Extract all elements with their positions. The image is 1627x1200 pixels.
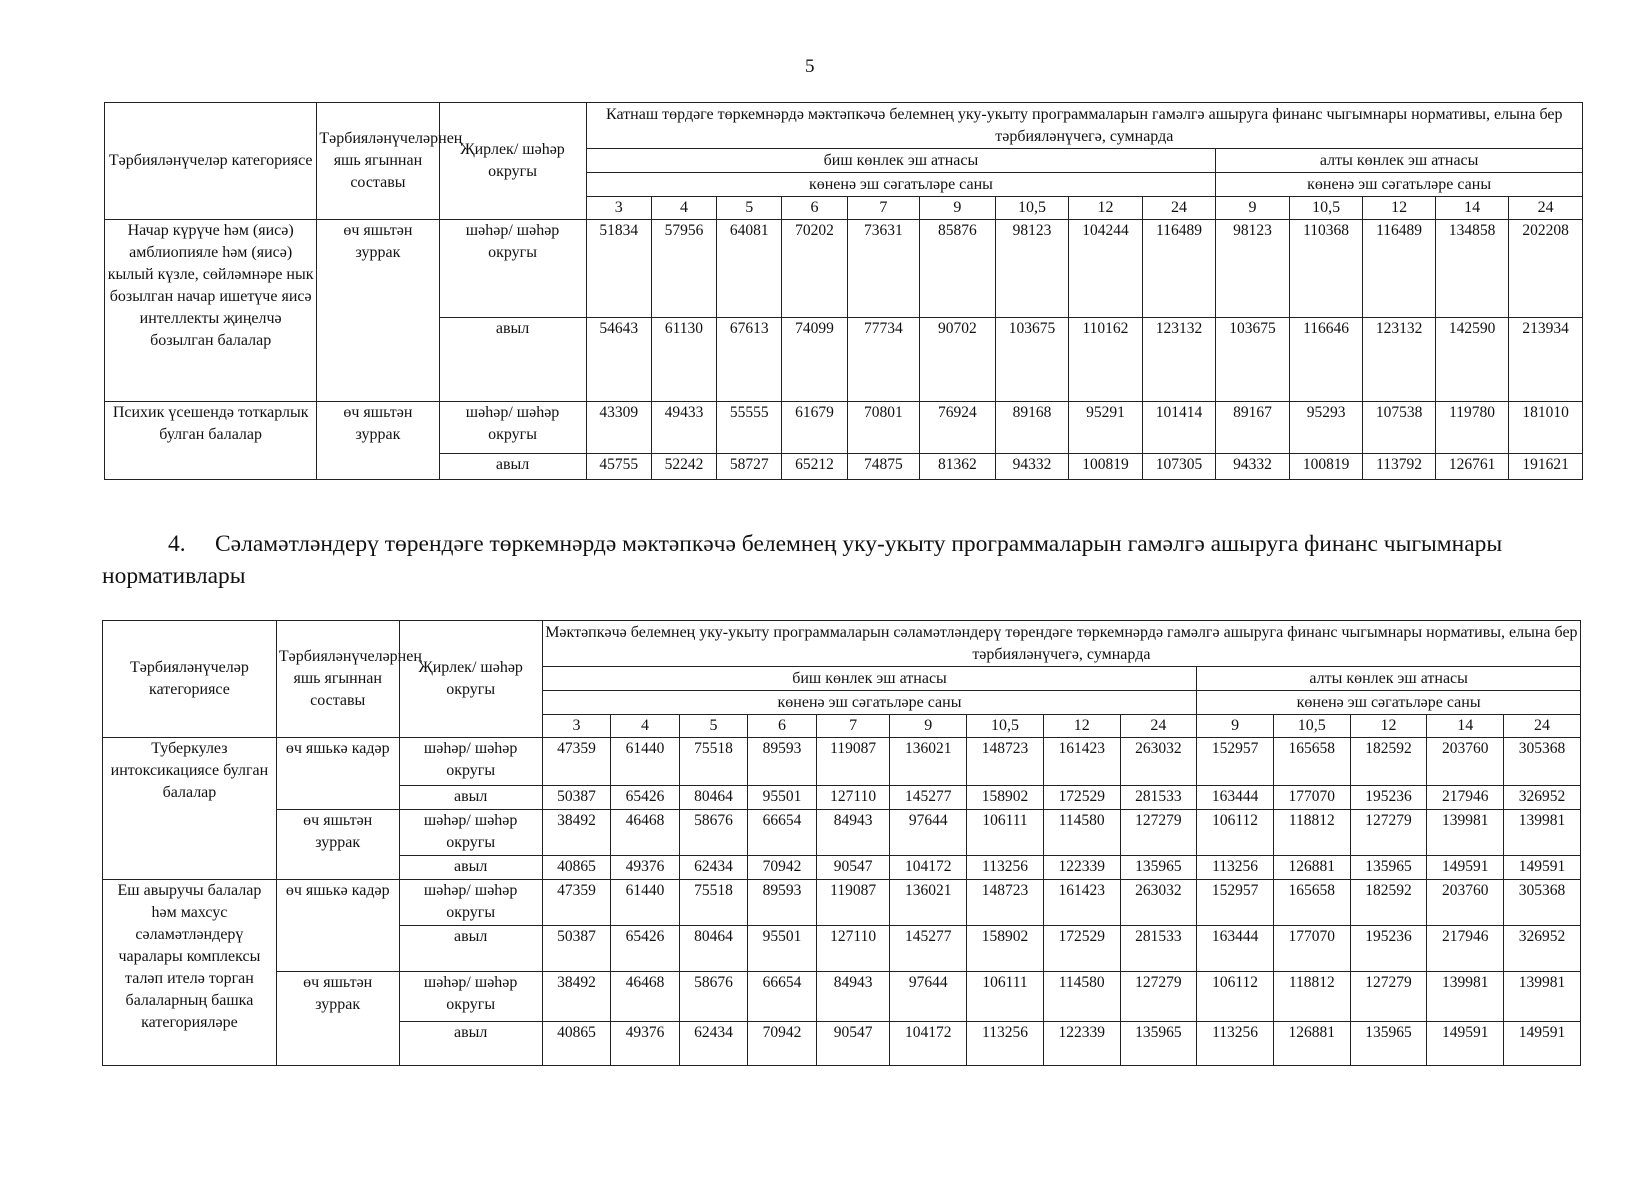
value-cell: 46468 [611,972,680,1022]
value-cell: 64081 [717,220,782,318]
settlement-cell: авыл [399,856,542,880]
value-cell: 89593 [748,738,817,786]
header-hours-six: көненә эш сәгатьләре саны [1216,173,1583,197]
value-cell: 145277 [890,926,967,972]
value-cell: 122339 [1043,1022,1120,1066]
value-cell: 81362 [920,454,996,480]
hour-cell: 9 [1216,197,1290,220]
hour-cell: 4 [651,197,716,220]
norms-table-mixed-groups [104,102,1583,480]
age-cell: өч яшьтән зуррак [317,402,439,480]
value-cell: 263032 [1120,738,1197,786]
value-cell: 75518 [679,880,748,926]
value-cell: 326952 [1504,786,1581,810]
category-cell: Психик үсешендә тоткарлык булган балалар [105,402,317,480]
value-cell: 106111 [967,972,1044,1022]
value-cell: 50387 [542,786,611,810]
value-cell: 50387 [542,926,611,972]
value-cell: 89593 [748,880,817,926]
value-cell: 149591 [1427,1022,1504,1066]
value-cell: 58727 [717,454,782,480]
value-cell: 65426 [611,786,680,810]
value-cell: 97644 [890,810,967,856]
header-age: Тәрбияләнүчеләрнең яшь ягыннан составы [276,621,399,738]
hour-cell: 7 [816,715,890,738]
value-cell: 61130 [651,318,716,402]
value-cell: 118812 [1273,972,1350,1022]
value-cell: 305368 [1504,738,1581,786]
value-cell: 98123 [1216,220,1290,318]
value-cell: 158902 [967,926,1044,972]
value-cell: 139981 [1427,810,1504,856]
hour-cell: 7 [847,197,920,220]
value-cell: 142590 [1435,318,1509,402]
table-row [103,972,1581,1022]
value-cell: 104172 [890,1022,967,1066]
value-cell: 47359 [542,880,611,926]
value-cell: 217946 [1427,926,1504,972]
value-cell: 77734 [847,318,920,402]
hour-cell: 14 [1427,715,1504,738]
value-cell: 47359 [542,738,611,786]
hour-cell: 4 [611,715,680,738]
value-cell: 281533 [1120,786,1197,810]
value-cell: 85876 [920,220,996,318]
value-cell: 135965 [1350,1022,1427,1066]
value-cell: 106112 [1197,972,1274,1022]
table-row [103,738,1581,786]
hour-cell: 9 [890,715,967,738]
hour-cell: 10,5 [995,197,1069,220]
category-cell: Еш авыручы балалар һәм махсус сәламәтләндерү чаралары комплексы таләп ителә торган балаларның башка категорияләре [103,880,277,1066]
value-cell: 119780 [1435,402,1509,454]
value-cell: 114580 [1043,972,1120,1022]
value-cell: 203760 [1427,880,1504,926]
value-cell: 127279 [1120,972,1197,1022]
value-cell: 139981 [1504,972,1581,1022]
value-cell: 57956 [651,220,716,318]
value-cell: 95293 [1289,402,1363,454]
value-cell: 107538 [1363,402,1436,454]
value-cell: 106112 [1197,810,1274,856]
value-cell: 54643 [586,318,651,402]
settlement-cell: шәһәр/ шәһәр округы [399,880,542,926]
value-cell: 73631 [847,220,920,318]
value-cell: 149591 [1427,856,1504,880]
header-hours-five: көненә эш сәгатьләре саны [542,691,1197,715]
value-cell: 158902 [967,786,1044,810]
value-cell: 103675 [995,318,1069,402]
value-cell: 46468 [611,810,680,856]
value-cell: 305368 [1504,880,1581,926]
value-cell: 70801 [847,402,920,454]
value-cell: 76924 [920,402,996,454]
hour-cell: 6 [782,197,847,220]
settlement-cell: шәһәр/ шәһәр округы [439,220,586,318]
hour-cell: 24 [1120,715,1197,738]
value-cell: 163444 [1197,926,1274,972]
value-cell: 113256 [967,1022,1044,1066]
hour-cell: 3 [586,197,651,220]
value-cell: 80464 [679,926,748,972]
value-cell: 45755 [586,454,651,480]
hour-cell: 12 [1350,715,1427,738]
header-age: Тәрбияләнүчеләрнең яшь ягыннан составы [317,103,439,220]
value-cell: 90547 [816,856,890,880]
value-cell: 136021 [890,738,967,786]
value-cell: 149591 [1504,856,1581,880]
value-cell: 40865 [542,1022,611,1066]
value-cell: 49433 [651,402,716,454]
value-cell: 100819 [1069,454,1143,480]
header-category: Тәрбияләнүчеләр категориясе [103,621,277,738]
value-cell: 148723 [967,880,1044,926]
value-cell: 67613 [717,318,782,402]
value-cell: 182592 [1350,880,1427,926]
value-cell: 127110 [816,786,890,810]
value-cell: 217946 [1427,786,1504,810]
value-cell: 75518 [679,738,748,786]
settlement-cell: авыл [399,926,542,972]
value-cell: 49376 [611,1022,680,1066]
value-cell: 43309 [586,402,651,454]
header-six-day: алты көнлек эш атнасы [1216,149,1583,173]
value-cell: 58676 [679,810,748,856]
value-cell: 74875 [847,454,920,480]
value-cell: 61440 [611,880,680,926]
header-title: Катнаш төрдәге төркемнәрдә мәктәпкәчә белемнең уку-укыту программаларын гамәлгә ашыруга финанс чыгымнары нормативы, елына бер тәрбияләнүчегә, сумнарда [586,103,1582,149]
age-cell: өч яшьтән зуррак [276,972,399,1066]
value-cell: 152957 [1197,880,1274,926]
table-row [105,402,1583,454]
table-row [103,880,1581,926]
value-cell: 122339 [1043,856,1120,880]
hour-cell: 10,5 [967,715,1044,738]
hour-cell: 12 [1363,197,1436,220]
header-hours-six: көненә эш сәгатьләре саны [1197,691,1581,715]
hour-cell: 14 [1435,197,1509,220]
value-cell: 110162 [1069,318,1143,402]
header-six-day: алты көнлек эш атнасы [1197,667,1581,691]
value-cell: 135965 [1120,1022,1197,1066]
value-cell: 61679 [782,402,847,454]
value-cell: 55555 [717,402,782,454]
hour-cell: 24 [1504,715,1581,738]
settlement-cell: шәһәр/ шәһәр округы [439,402,586,454]
value-cell: 110368 [1289,220,1363,318]
hour-cell: 9 [1197,715,1274,738]
settlement-cell: шәһәр/ шәһәр округы [399,972,542,1022]
value-cell: 70202 [782,220,847,318]
value-cell: 134858 [1435,220,1509,318]
value-cell: 165658 [1273,738,1350,786]
hour-cell: 12 [1069,197,1143,220]
value-cell: 66654 [748,972,817,1022]
value-cell: 65426 [611,926,680,972]
section-number: 4. [168,531,186,557]
value-cell: 161423 [1043,738,1120,786]
category-cell: Начар күрүче һәм (яисә) амблиопияле һәм (яисә) кылый күзле, сөйләмнәре нык бозылган начар ишетүче яисә интеллекты җиңелчә бозылган балалар [105,220,317,402]
value-cell: 52242 [651,454,716,480]
value-cell: 116646 [1289,318,1363,402]
value-cell: 70942 [748,1022,817,1066]
value-cell: 113256 [967,856,1044,880]
page-number: 5 [805,56,815,77]
header-hours-five: көненә эш сәгатьләре саны [586,173,1216,197]
value-cell: 118812 [1273,810,1350,856]
category-cell: Туберкулез интоксикациясе булган балалар [103,738,277,880]
hour-cell: 12 [1043,715,1120,738]
value-cell: 213934 [1509,318,1583,402]
section-heading [102,528,1582,592]
table-row [105,220,1583,318]
value-cell: 172529 [1043,926,1120,972]
settlement-cell: авыл [399,786,542,810]
table-row [103,810,1581,856]
value-cell: 97644 [890,972,967,1022]
value-cell: 165658 [1273,880,1350,926]
value-cell: 104244 [1069,220,1143,318]
value-cell: 135965 [1120,856,1197,880]
value-cell: 326952 [1504,926,1581,972]
value-cell: 90547 [816,1022,890,1066]
value-cell: 95291 [1069,402,1143,454]
header-title: Мәктәпкәчә белемнең уку-укыту программаларын сәламәтләндерү төрендәге төркемнәрдә гамәлгә ашыруга финанс чыгымнары нормативы, елына бер тәрбияләнүчегә, сумнарда [542,621,1580,667]
hour-cell: 5 [717,197,782,220]
value-cell: 40865 [542,856,611,880]
age-cell: өч яшькә кадәр [276,880,399,972]
value-cell: 127110 [816,926,890,972]
settlement-cell: авыл [439,454,586,480]
value-cell: 95501 [748,786,817,810]
header-five-day: биш көнлек эш атнасы [542,667,1197,691]
value-cell: 119087 [816,880,890,926]
value-cell: 177070 [1273,926,1350,972]
age-cell: өч яшьтән зуррак [276,810,399,880]
value-cell: 84943 [816,810,890,856]
hour-cell: 5 [679,715,748,738]
value-cell: 107305 [1142,454,1216,480]
value-cell: 152957 [1197,738,1274,786]
value-cell: 62434 [679,856,748,880]
value-cell: 163444 [1197,786,1274,810]
value-cell: 113256 [1197,856,1274,880]
hour-cell: 10,5 [1289,197,1363,220]
value-cell: 119087 [816,738,890,786]
value-cell: 94332 [995,454,1069,480]
value-cell: 70942 [748,856,817,880]
hour-cell: 9 [920,197,996,220]
header-category: Тәрбияләнүчеләр категориясе [105,103,317,220]
value-cell: 195236 [1350,786,1427,810]
value-cell: 51834 [586,220,651,318]
value-cell: 66654 [748,810,817,856]
value-cell: 161423 [1043,880,1120,926]
value-cell: 202208 [1509,220,1583,318]
value-cell: 84943 [816,972,890,1022]
value-cell: 116489 [1363,220,1436,318]
value-cell: 98123 [995,220,1069,318]
value-cell: 90702 [920,318,996,402]
value-cell: 62434 [679,1022,748,1066]
value-cell: 116489 [1142,220,1216,318]
settlement-cell: шәһәр/ шәһәр округы [399,738,542,786]
value-cell: 61440 [611,738,680,786]
value-cell: 139981 [1504,810,1581,856]
hour-cell: 10,5 [1273,715,1350,738]
value-cell: 177070 [1273,786,1350,810]
value-cell: 149591 [1504,1022,1581,1066]
value-cell: 103675 [1216,318,1290,402]
value-cell: 191621 [1509,454,1583,480]
value-cell: 114580 [1043,810,1120,856]
settlement-cell: шәһәр/ шәһәр округы [399,810,542,856]
value-cell: 106111 [967,810,1044,856]
value-cell: 195236 [1350,926,1427,972]
value-cell: 74099 [782,318,847,402]
value-cell: 126761 [1435,454,1509,480]
value-cell: 123132 [1363,318,1436,402]
value-cell: 127279 [1350,810,1427,856]
value-cell: 89168 [995,402,1069,454]
value-cell: 80464 [679,786,748,810]
settlement-cell: авыл [399,1022,542,1066]
value-cell: 113792 [1363,454,1436,480]
value-cell: 49376 [611,856,680,880]
value-cell: 38492 [542,810,611,856]
value-cell: 101414 [1142,402,1216,454]
hour-cell: 6 [748,715,817,738]
value-cell: 135965 [1350,856,1427,880]
value-cell: 58676 [679,972,748,1022]
value-cell: 126881 [1273,1022,1350,1066]
value-cell: 100819 [1289,454,1363,480]
value-cell: 136021 [890,880,967,926]
value-cell: 65212 [782,454,847,480]
value-cell: 281533 [1120,926,1197,972]
value-cell: 182592 [1350,738,1427,786]
value-cell: 145277 [890,786,967,810]
value-cell: 127279 [1120,810,1197,856]
value-cell: 38492 [542,972,611,1022]
age-cell: өч яшькә кадәр [276,738,399,810]
value-cell: 172529 [1043,786,1120,810]
value-cell: 127279 [1350,972,1427,1022]
header-settlement: Җирлек/ шәһәр округы [399,621,542,738]
value-cell: 104172 [890,856,967,880]
age-cell: өч яшьтән зуррак [317,220,439,402]
value-cell: 181010 [1509,402,1583,454]
hour-cell: 24 [1509,197,1583,220]
hour-cell: 3 [542,715,611,738]
value-cell: 94332 [1216,454,1290,480]
value-cell: 123132 [1142,318,1216,402]
value-cell: 139981 [1427,972,1504,1022]
value-cell: 148723 [967,738,1044,786]
value-cell: 263032 [1120,880,1197,926]
hour-cell: 24 [1142,197,1216,220]
value-cell: 95501 [748,926,817,972]
value-cell: 113256 [1197,1022,1274,1066]
section-title: Сәламәтләндерү төрендәге төркемнәрдә мәктәпкәчә белемнең уку-укыту программаларын гамәлгә ашыруга финанс чыгымнары нормативлары [102,531,1503,589]
value-cell: 203760 [1427,738,1504,786]
settlement-cell: авыл [439,318,586,402]
norms-table-health-groups [102,620,1581,1066]
value-cell: 126881 [1273,856,1350,880]
value-cell: 89167 [1216,402,1290,454]
header-five-day: биш көнлек эш атнасы [586,149,1216,173]
header-settlement: Җирлек/ шәһәр округы [439,103,586,220]
